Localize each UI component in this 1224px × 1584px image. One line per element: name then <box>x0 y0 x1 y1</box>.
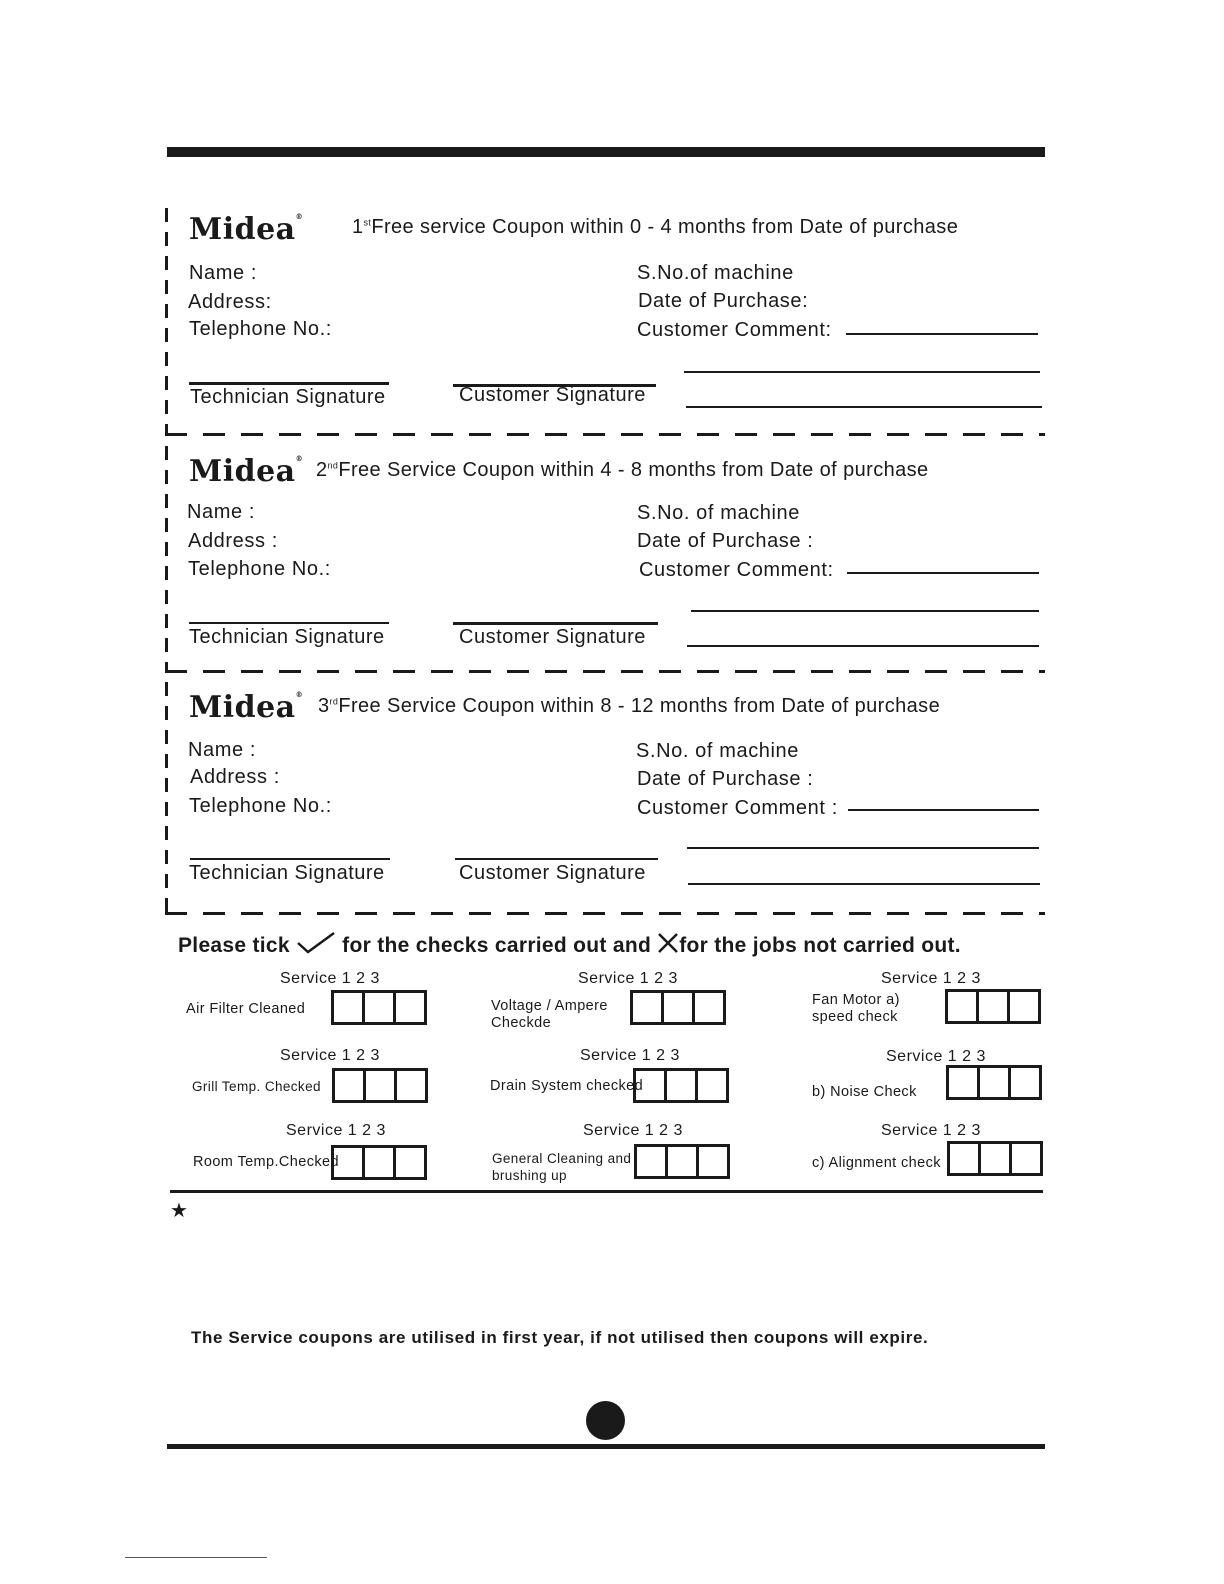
comment-line <box>688 883 1040 885</box>
service-header: Service 1 2 3 <box>583 1122 683 1139</box>
address-field: Address: <box>188 291 272 313</box>
page-number-dot <box>586 1401 625 1440</box>
customer-signature-label: Customer Signature <box>459 862 646 884</box>
check-label: Drain System checked <box>490 1078 644 1094</box>
service-checkboxes[interactable] <box>633 1068 729 1103</box>
check-item <box>808 1122 1098 1182</box>
check-label: b) Noise Check <box>812 1084 917 1100</box>
service-checkboxes[interactable] <box>630 990 726 1025</box>
check-item <box>180 1122 470 1182</box>
expiry-note: The Service coupons are utilised in first year, if not utilised then coupons will expire. <box>191 1328 929 1347</box>
midea-logo: Midea® <box>189 690 304 725</box>
name-field: Name : <box>189 262 258 284</box>
name-field: Name : <box>188 739 257 761</box>
cut-line <box>165 433 1045 436</box>
technician-signature-label: Technician Signature <box>189 862 385 884</box>
date-field: Date of Purchase: <box>638 290 809 312</box>
star-icon: ★ <box>170 1200 188 1222</box>
service-header: Service 1 2 3 <box>881 970 981 987</box>
check-label: Air Filter Cleaned <box>186 1001 306 1017</box>
technician-signature-line <box>190 858 390 860</box>
midea-logo: Midea® <box>189 212 304 247</box>
service-header: Service 1 2 3 <box>280 1047 380 1064</box>
top-rule <box>167 147 1045 157</box>
bottom-link-underline <box>125 1557 267 1558</box>
service-header: Service 1 2 3 <box>578 970 678 987</box>
check-item <box>180 1047 470 1107</box>
technician-signature-line <box>189 382 389 385</box>
comment-line <box>687 847 1039 849</box>
section-divider <box>170 1190 1043 1193</box>
cut-line <box>165 912 1045 915</box>
coupon-title: 1stFree service Coupon within 0 - 4 months from Date of purchase <box>352 216 959 238</box>
service-header: Service 1 2 3 <box>280 970 380 987</box>
comment-line <box>846 333 1038 335</box>
service-checkboxes[interactable] <box>946 1065 1042 1100</box>
check-item <box>808 1048 1098 1108</box>
address-field: Address : <box>188 530 278 552</box>
technician-signature-line <box>189 622 389 624</box>
telephone-field: Telephone No.: <box>188 558 331 580</box>
service-header: Service 1 2 3 <box>286 1122 386 1139</box>
customer-signature-line <box>455 858 658 860</box>
coupon-title: 2ndFree Service Coupon within 4 - 8 months from Date of purchase <box>316 459 929 481</box>
date-field: Date of Purchase : <box>637 768 814 790</box>
technician-signature-label: Technician Signature <box>189 626 385 648</box>
comment-field: Customer Comment: <box>639 559 834 581</box>
check-item <box>808 970 1098 1030</box>
coupon-left-border <box>165 208 168 434</box>
service-header: Service 1 2 3 <box>580 1047 680 1064</box>
check-label: Grill Temp. Checked <box>192 1079 321 1094</box>
check-label: Room Temp.Checked <box>193 1154 339 1170</box>
check-label: Fan Motor a) speed check <box>812 992 900 1025</box>
comment-line <box>684 371 1040 373</box>
tick-icon <box>296 930 336 954</box>
service-checkboxes[interactable] <box>332 1068 428 1103</box>
comment-line <box>686 406 1042 408</box>
comment-line <box>847 572 1039 574</box>
telephone-field: Telephone No.: <box>189 795 332 817</box>
coupon-left-border <box>165 682 168 914</box>
customer-signature-label: Customer Signature <box>459 626 646 648</box>
service-checkboxes[interactable] <box>331 1145 427 1180</box>
cut-line <box>165 670 1045 673</box>
check-label: Voltage / Ampere Checkde <box>491 998 608 1031</box>
check-label: General Cleaning and brushing up <box>492 1151 632 1183</box>
cross-icon <box>657 932 679 954</box>
date-field: Date of Purchase : <box>637 530 814 552</box>
comment-line <box>691 610 1039 612</box>
comment-line <box>687 645 1039 647</box>
check-item <box>488 1122 778 1182</box>
customer-signature-line <box>453 622 658 625</box>
address-field: Address : <box>190 766 280 788</box>
coupon-3 <box>165 682 1045 914</box>
midea-logo: Midea® <box>189 454 304 489</box>
technician-signature-label: Technician Signature <box>190 386 386 408</box>
check-item <box>180 970 470 1030</box>
service-checkboxes[interactable] <box>634 1144 730 1179</box>
coupon-title: 3rdFree Service Coupon within 8 - 12 months from Date of purchase <box>318 695 941 717</box>
coupon-left-border <box>165 446 168 672</box>
comment-field: Customer Comment: <box>637 319 832 341</box>
serial-field: S.No.of machine <box>637 262 794 284</box>
serial-field: S.No. of machine <box>637 502 801 524</box>
comment-line <box>848 809 1039 811</box>
check-item <box>488 1047 778 1107</box>
comment-field: Customer Comment : <box>637 797 838 819</box>
check-item <box>488 970 778 1030</box>
customer-signature-label: Customer Signature <box>459 384 646 406</box>
tick-instructions: Please tick for the checks carried out and for the jobs not carried out. <box>178 930 961 958</box>
service-checkboxes[interactable] <box>947 1141 1043 1176</box>
serial-field: S.No. of machine <box>636 740 800 762</box>
service-header: Service 1 2 3 <box>881 1122 981 1139</box>
name-field: Name : <box>187 501 256 523</box>
check-label: c) Alignment check <box>812 1155 941 1171</box>
telephone-field: Telephone No.: <box>189 318 332 340</box>
bottom-rule <box>167 1444 1045 1449</box>
service-checkboxes[interactable] <box>945 989 1041 1024</box>
coupon-1 <box>165 208 1045 434</box>
service-checkboxes[interactable] <box>331 990 427 1025</box>
coupon-2 <box>165 446 1045 672</box>
service-header: Service 1 2 3 <box>886 1048 986 1065</box>
